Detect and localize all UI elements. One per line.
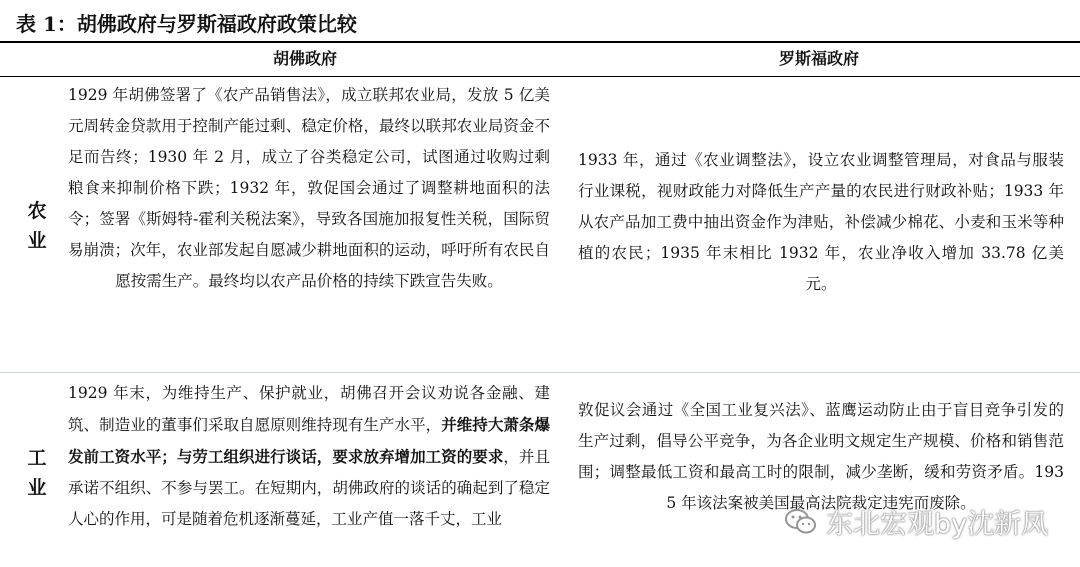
cell-industry-hoover-text-1: 1929 年末，为维持生产、保护就业，胡佛召开会议劝说各金融、建筑、制造业的董事们采取自愿原则维持现有生产水平， xyxy=(68,384,550,434)
row-category-agriculture: 农业 xyxy=(27,200,47,252)
watermark-text: 东北宏观by沈新凤 xyxy=(826,509,1049,540)
watermark xyxy=(784,502,1048,541)
table-title: 表 1：胡佛政府与罗斯福政府政策比较 xyxy=(16,12,357,36)
cell-industry-roosevelt: 敦促议会通过《全国工业复兴法》、蓝鹰运动防止由于盲目竞争引发的生产过剩，倡导公平竞争，为各企业明文规定生产规模、价格和销售范围；调整最低工资和最高工时的限制，减少垄断，缓和劳资矛盾。1935 年该法案被美国最高法院裁定违宪而废除。 xyxy=(578,401,1064,512)
column-header-hoover: 胡佛政府 xyxy=(272,49,337,68)
top-rule xyxy=(0,41,1080,43)
wechat-icon xyxy=(784,508,818,536)
cell-industry-hoover-text-2: ，并且承诺不组织、不参与罢工。在短期内，胡佛政府的谈话的确起到了稳定人心的作用，可是随着危机逐渐蔓延，工业产值一落千丈，工业 xyxy=(68,448,550,528)
header-rule xyxy=(0,76,1080,77)
row-category-industry: 工业 xyxy=(27,447,47,499)
cell-agriculture-hoover: 1929 年胡佛签署了《农产品销售法》，成立联邦农业局，发放 5 亿美元周转金贷款用于控制产能过剩、稳定价格，最终以联邦农业局资金不足而告终；1930 年 2 月，成立了谷类稳定公司，试图通过收购过剩粮食来抑制价格下跌；1932 年，敦促国会通过了调整耕地面积的法令；签署《斯姆特-霍利关税法案》，导致各国施加报复性关税，国际贸易崩溃；次年，农业部发起自愿减少耕地面积的运动，呼吁所有农民自愿按需生产。最终均以农产品价格的持续下跌宣告失败。 xyxy=(68,86,550,290)
cell-industry-hoover xyxy=(68,378,550,535)
cell-agriculture-roosevelt: 1933 年，通过《农业调整法》，设立农业调整管理局，对食品与服装行业课税，视财政能力对降低生产产量的农民进行财政补贴；1933 年从农产品加工费中抽出资金作为津贴，补偿减少棉花、小麦和玉米等种植的农民；1935 年末相比 1932 年，农业净收入增加 33.78 亿美元。 xyxy=(578,151,1064,293)
cell-industry-hoover-bold-text: 并维持大萧条爆发前工资水平；与劳工组织进行谈话，要求放弃增加工资的要求 xyxy=(68,415,550,466)
row-divider xyxy=(0,372,1080,373)
column-header-roosevelt: 罗斯福政府 xyxy=(778,49,859,68)
